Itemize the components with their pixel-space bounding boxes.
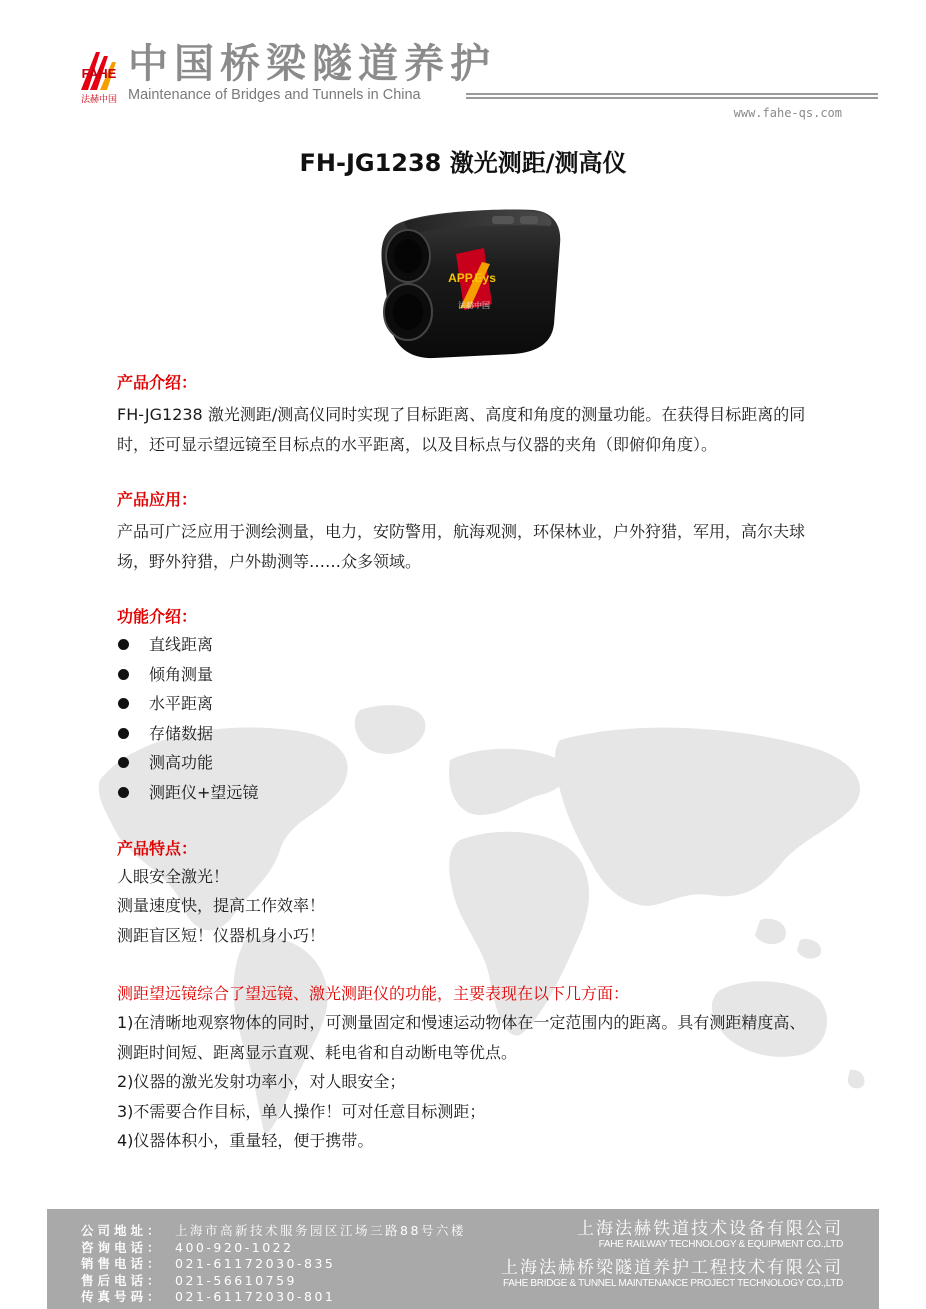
contact-info xyxy=(81,1223,466,1306)
feature-label: 水平距离 xyxy=(149,694,214,714)
characteristic-line: 人眼安全激光！ xyxy=(117,866,230,886)
list-item xyxy=(117,660,817,690)
contact-label: 售后电话： xyxy=(81,1272,164,1288)
feature-label: 直线距离 xyxy=(149,635,214,654)
summary-point: 1)在清晰地观察物体的同时，可测量固定和慢速运动物体在一定范围内的距离。具有测距精度高、测距时间短、距离显示直观、耗电省和自动断电等优点。 xyxy=(117,1013,806,1062)
page-footer xyxy=(47,1209,879,1309)
contact-value: 021-56610759 xyxy=(175,1272,297,1288)
list-item xyxy=(117,689,817,719)
intro-heading: 产品介绍： xyxy=(117,373,198,392)
header-rule xyxy=(466,93,878,99)
product-label: APP.Eys xyxy=(448,271,496,285)
contact-label: 咨询电话： xyxy=(81,1239,164,1255)
contact-row xyxy=(81,1256,466,1273)
contact-label: 公司地址： xyxy=(81,1223,164,1238)
page-title: FH-JG1238 激光测距/测高仪 xyxy=(299,149,627,177)
website-link[interactable]: www.fahe-qs.com xyxy=(733,106,842,120)
characteristics-heading: 产品特点： xyxy=(117,838,198,858)
contact-row xyxy=(81,1273,466,1290)
brand-title-cn: 中国桥梁隧道养护 xyxy=(128,41,496,87)
features-list xyxy=(117,630,817,808)
contact-row xyxy=(81,1240,466,1257)
feature-label: 存储数据 xyxy=(149,723,214,743)
company2-name-cn: 上海法赫桥梁隧道养护工程技术有限公司 xyxy=(501,1258,843,1278)
content xyxy=(117,372,817,1156)
bullet-icon xyxy=(118,787,129,798)
logo-caption: 法赫中国 xyxy=(80,95,118,105)
contact-row xyxy=(81,1289,466,1306)
bullet-icon xyxy=(118,698,129,709)
bullet-icon xyxy=(118,669,129,680)
application-text: 产品可广泛应用于测绘测量，电力，安防警用，航海观测，环保林业，户外狩猎，军用，高尔夫球场，野外狩猎，户外勘测等……众多领域。 xyxy=(117,522,806,571)
intro-text: FH-JG1238 激光测距/测高仪同时实现了目标距离、高度和角度的测量功能。在获得目标距离的同时，还可显示望远镜至目标点的水平距离，以及目标点与仪器的夹角（即俯仰角度）。 xyxy=(117,405,806,454)
list-item xyxy=(117,748,817,778)
bullet-icon xyxy=(118,728,129,739)
summary-point: 4)仪器体积小，重量轻，便于携带。 xyxy=(117,1131,374,1151)
bullet-icon xyxy=(118,639,129,650)
features-heading: 功能介绍： xyxy=(117,607,198,626)
summary-red-line: 测距望远镜综合了望远镜、激光测距仪的功能，主要表现在以下几方面： xyxy=(117,984,630,1004)
company-info xyxy=(501,1219,843,1297)
contact-value: 021-61172030-801 xyxy=(175,1289,336,1305)
summary-point: 3)不需要合作目标，单人操作！可对任意目标测距； xyxy=(117,1101,486,1121)
contact-value: 400-920-1022 xyxy=(175,1239,294,1255)
list-item xyxy=(117,778,817,808)
company1-name-cn: 上海法赫铁道技术设备有限公司 xyxy=(577,1219,843,1239)
fahe-logo-icon xyxy=(78,44,120,106)
company2-name-en: FAHE BRIDGE & TUNNEL MAINTENANCE PROJECT TECHNOLOGY CO.,LTD xyxy=(503,1278,843,1289)
bullet-icon xyxy=(118,757,129,768)
feature-label: 测距仪+望远镜 xyxy=(149,782,259,802)
feature-label: 测高功能 xyxy=(149,753,214,773)
characteristic-line: 测量速度快，提高工作效率！ xyxy=(117,896,326,916)
company1-name-en: FAHE RAILWAY TECHNOLOGY & EQUIPMENT CO.,LTD xyxy=(598,1239,843,1250)
application-heading: 产品应用： xyxy=(117,490,198,509)
contact-label: 销售电话： xyxy=(81,1256,164,1272)
rangefinder-product-image xyxy=(374,204,564,364)
summary-point: 2)仪器的激光发射功率小，对人眼安全； xyxy=(117,1072,406,1092)
list-item xyxy=(117,630,817,660)
contact-value: 021-61172030-835 xyxy=(175,1256,336,1272)
logo-text: FAHE xyxy=(81,66,117,81)
page-header xyxy=(78,40,878,125)
list-item xyxy=(117,719,817,749)
contact-label: 传真号码： xyxy=(81,1289,164,1305)
brand-title-en: Maintenance of Bridges and Tunnels in China xyxy=(128,87,421,103)
contact-row xyxy=(81,1223,466,1240)
contact-value: 上海市高新技术服务园区江场三路88号六楼 xyxy=(175,1223,466,1238)
characteristic-line: 测距盲区短！仪器机身小巧！ xyxy=(117,925,326,945)
feature-label: 倾角测量 xyxy=(149,664,214,684)
product-caption: 法赫中国 xyxy=(458,301,490,310)
